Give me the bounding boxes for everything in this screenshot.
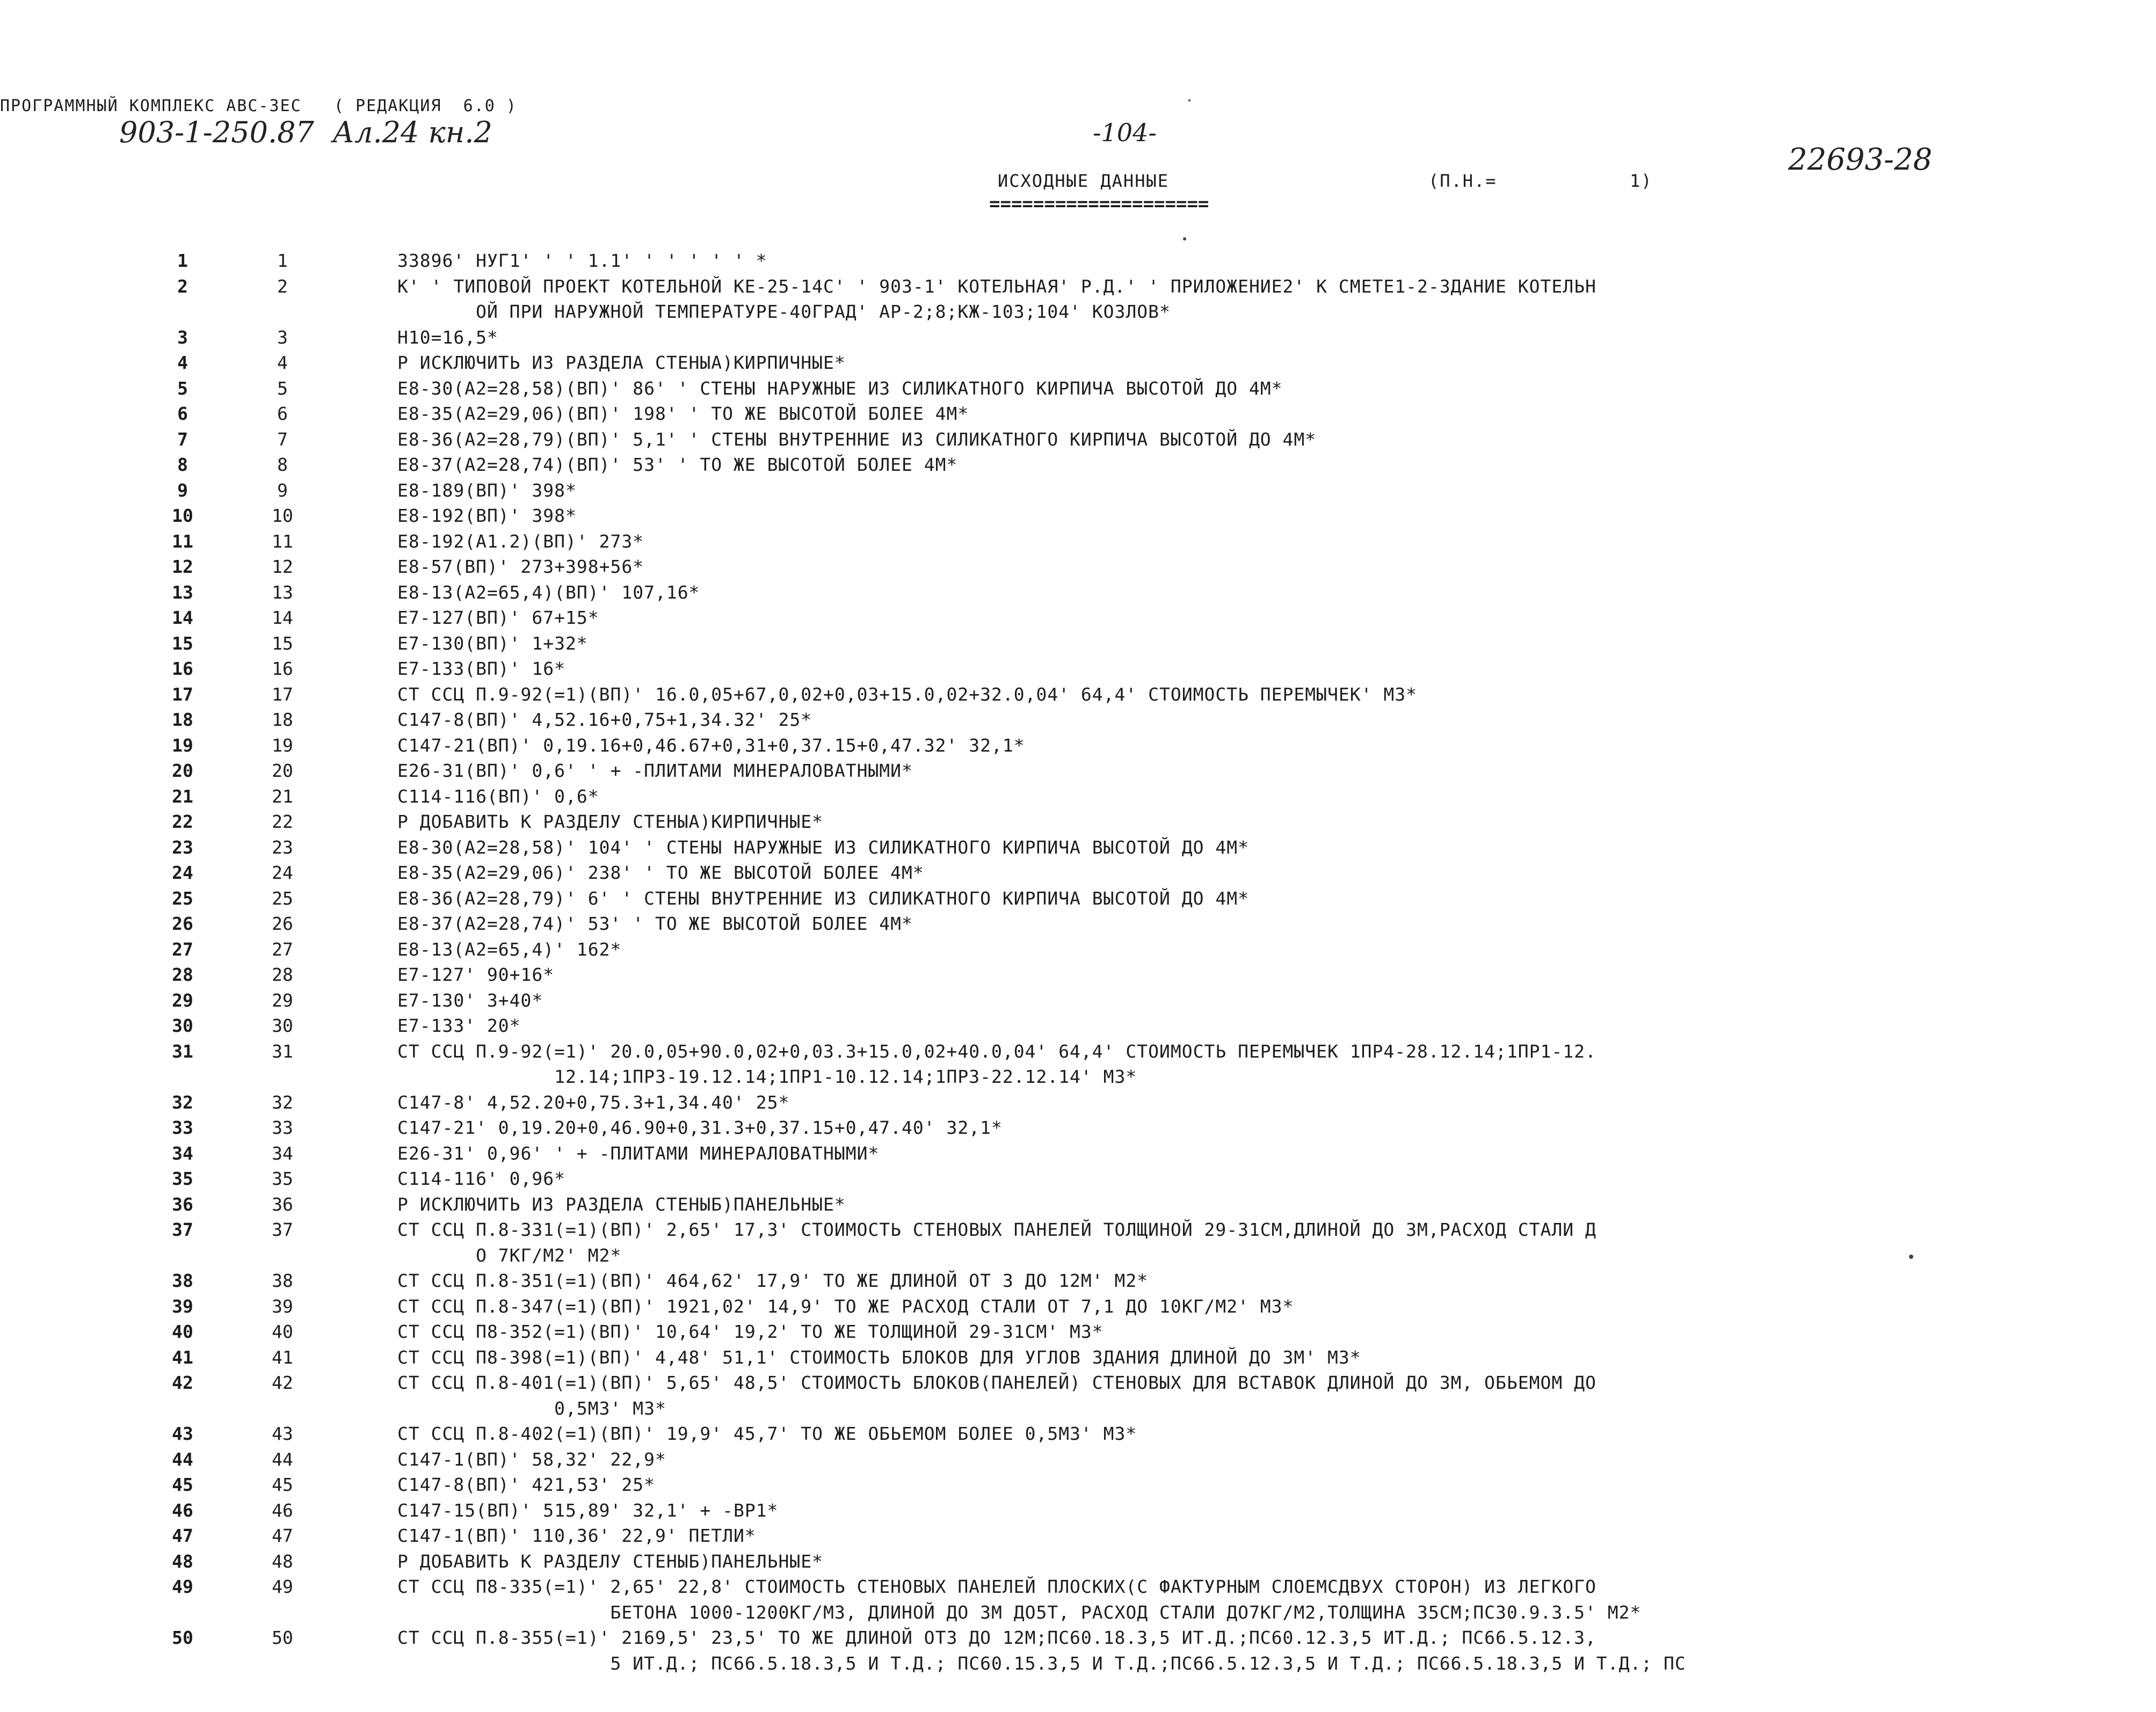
statement-number: 22 xyxy=(272,811,293,832)
statement-text: Е8-192(А1.2)(ВП)' 273* xyxy=(397,530,644,552)
statement-number: 7 xyxy=(277,428,288,450)
listing-line xyxy=(0,554,2156,580)
statement-text: К' ' ТИПОВОЙ ПРОЕКТ КОТЕЛЬНОЙ КЕ-25-14С' ' 903-1' КОТЕЛЬНАЯ' Р.Д.' ' ПРИЛОЖЕНИЕ2' К СМЕТЕ1-2-ЗДАНИЕ КОТЕЛЬН xyxy=(397,275,1596,297)
listing-line xyxy=(0,401,2156,427)
statement-text: СТ ССЦ П.8-331(=1)(ВП)' 2,65' 17,3' СТОИМОСТЬ СТЕНОВЫХ ПАНЕЛЕЙ ТОЛЩИНОЙ 29-31СМ,ДЛИНОЙ ДО 3М,РАСХОД СТАЛИ Д xyxy=(397,1219,1596,1240)
line-number: 16 xyxy=(172,658,193,679)
line-number: 47 xyxy=(172,1525,193,1546)
statement-text: СТ ССЦ П.8-355(=1)' 2169,5' 23,5' ТО ЖЕ ДЛИНОЙ ОТ3 ДО 12М;ПС60.18.3,5 ИТ.Д.;ПС60.12.3,5 ИТ.Д.; ПС66.5.12.3, xyxy=(397,1627,1596,1648)
statement-text: С147-15(ВП)' 515,89' 32,1' + -ВР1* xyxy=(397,1499,779,1521)
listing-line xyxy=(0,911,2156,937)
statement-number: 1 xyxy=(277,250,288,271)
statement-number: 15 xyxy=(272,632,293,654)
statement-text: Е8-36(А2=28,79)' 6' ' СТЕНЫ ВНУТРЕННИЕ ИЗ СИЛИКАТНОГО КИРПИЧА ВЫСОТОЙ ДО 4М* xyxy=(397,887,1249,909)
statement-number: 14 xyxy=(272,607,293,628)
line-number: 12 xyxy=(172,556,193,577)
statement-number: 45 xyxy=(272,1474,293,1495)
line-number: 30 xyxy=(172,1015,193,1036)
statement-text: Р ДОБАВИТЬ К РАЗДЕЛУ СТЕНЫА)КИРПИЧНЫЕ* xyxy=(397,811,823,832)
statement-text: Е8-30(А2=28,58)' 104' ' СТЕНЫ НАРУЖНЫЕ ИЗ СИЛИКАТНОГО КИРПИЧА ВЫСОТОЙ ДО 4М* xyxy=(397,836,1249,858)
line-number: 22 xyxy=(172,811,193,832)
listing-line xyxy=(0,682,2156,708)
listing-line xyxy=(0,656,2156,682)
statement-text: СТ ССЦ П.8-347(=1)(ВП)' 1921,02' 14,9' ТО ЖЕ РАСХОД СТАЛИ ОТ 7,1 ДО 10КГ/М2' М3* xyxy=(397,1295,1294,1317)
line-number: 5 xyxy=(177,377,188,399)
line-number: 29 xyxy=(172,989,193,1011)
statement-number: 37 xyxy=(272,1219,293,1240)
statement-number: 10 xyxy=(272,505,293,526)
section-title: ИСХОДНЫЕ ДАННЫЕ xyxy=(998,171,1169,191)
statement-number: 30 xyxy=(272,1015,293,1036)
statement-text: С147-1(ВП)' 58,32' 22,9* xyxy=(397,1448,666,1470)
line-number: 33 xyxy=(172,1117,193,1138)
listing-line xyxy=(0,1421,2156,1447)
statement-number: 46 xyxy=(272,1499,293,1521)
line-number: 19 xyxy=(172,734,193,756)
statement-number: 6 xyxy=(277,403,288,424)
listing-line xyxy=(0,452,2156,478)
statement-number: 4 xyxy=(277,352,288,373)
statement-text: Е8-37(А2=28,74)' 53' ' ТО ЖЕ ВЫСОТОЙ БОЛЕЕ 4М* xyxy=(397,913,913,934)
statement-number: 42 xyxy=(272,1372,293,1393)
listing-line xyxy=(0,350,2156,376)
statement-number: 44 xyxy=(272,1448,293,1470)
statement-number: 50 xyxy=(272,1627,293,1648)
statement-text: СТ ССЦ П8-352(=1)(ВП)' 10,64' 19,2' ТО ЖЕ ТОЛЩИНОЙ 29-31СМ' М3* xyxy=(397,1321,1104,1342)
line-number: 26 xyxy=(172,913,193,934)
line-number: 28 xyxy=(172,964,193,985)
listing-line xyxy=(0,529,2156,555)
statement-number: 38 xyxy=(272,1270,293,1291)
statement-number: 25 xyxy=(272,887,293,909)
line-number: 3 xyxy=(177,326,188,348)
statement-text: С147-8' 4,52.20+0,75.3+1,34.40' 25* xyxy=(397,1091,790,1113)
statement-number: 17 xyxy=(272,683,293,705)
line-number: 40 xyxy=(172,1321,193,1342)
listing-line xyxy=(0,886,2156,912)
statement-text: Е7-133(ВП)' 16* xyxy=(397,658,566,679)
statement-number: 49 xyxy=(272,1576,293,1597)
line-number: 7 xyxy=(177,428,188,450)
listing-line xyxy=(0,1345,2156,1371)
listing-line xyxy=(0,733,2156,759)
statement-number: 43 xyxy=(272,1423,293,1444)
line-number: 11 xyxy=(172,530,193,552)
statement-text: С147-8(ВП)' 421,53' 25* xyxy=(397,1474,655,1495)
line-number: 14 xyxy=(172,607,193,628)
statement-continuation: О 7КГ/М2' М2* xyxy=(397,1244,622,1266)
line-number: 18 xyxy=(172,709,193,730)
line-number: 48 xyxy=(172,1550,193,1572)
statement-text: 33896' НУГ1' ' ' 1.1' ' ' ' ' ' * xyxy=(397,250,767,271)
statement-text: Е7-133' 20* xyxy=(397,1015,521,1036)
statement-number: 23 xyxy=(272,836,293,858)
line-number: 32 xyxy=(172,1091,193,1113)
statement-number: 16 xyxy=(272,658,293,679)
listing-line xyxy=(0,1217,2156,1268)
statement-number: 31 xyxy=(272,1040,293,1062)
line-number: 8 xyxy=(177,454,188,475)
statement-number: 48 xyxy=(272,1550,293,1572)
document-number: 22693-28 xyxy=(1788,142,1933,177)
listing-line xyxy=(0,1370,2156,1421)
line-number: 15 xyxy=(172,632,193,654)
statement-number: 36 xyxy=(272,1193,293,1215)
statement-text: Е7-127(ВП)' 67+15* xyxy=(397,607,599,628)
statement-number: 24 xyxy=(272,862,293,883)
line-number: 37 xyxy=(172,1219,193,1240)
listing-line xyxy=(0,605,2156,631)
statement-text: Е7-127' 90+16* xyxy=(397,964,555,985)
line-number: 6 xyxy=(177,403,188,424)
statement-text: Е8-192(ВП)' 398* xyxy=(397,505,577,526)
listing-line xyxy=(0,1268,2156,1294)
statement-text: Е8-189(ВП)' 398* xyxy=(397,479,577,501)
scan-speck xyxy=(1909,1255,1913,1259)
line-number: 23 xyxy=(172,836,193,858)
listing-line xyxy=(0,274,2156,325)
pn-value: 1) xyxy=(1630,171,1653,191)
statement-text: СТ ССЦ П.8-401(=1)(ВП)' 5,65' 48,5' СТОИМОСТЬ БЛОКОВ(ПАНЕЛЕЙ) СТЕНОВЫХ ДЛЯ ВСТАВОК ДЛИНОЙ ДО 3М, ОБЬЕМОМ ДО xyxy=(397,1372,1596,1393)
line-number: 4 xyxy=(177,352,188,373)
statement-continuation: ОЙ ПРИ НАРУЖНОЙ ТЕМПЕРАТУРЕ-40ГРАД' АР-2;8;КЖ-103;104' КОЗЛОВ* xyxy=(397,301,1171,322)
line-number: 1 xyxy=(177,250,188,271)
line-number: 42 xyxy=(172,1372,193,1393)
statement-number: 28 xyxy=(272,964,293,985)
pn-label: (П.Н.= xyxy=(1428,171,1497,191)
statement-text: Е8-36(А2=28,79)(ВП)' 5,1' ' СТЕНЫ ВНУТРЕННИЕ ИЗ СИЛИКАТНОГО КИРПИЧА ВЫСОТОЙ ДО 4М* xyxy=(397,428,1317,450)
listing-line xyxy=(0,758,2156,784)
statement-text: С114-116(ВП)' 0,6* xyxy=(397,785,599,807)
line-number: 39 xyxy=(172,1295,193,1317)
statement-number: 11 xyxy=(272,530,293,552)
line-number: 35 xyxy=(172,1168,193,1189)
statement-text: С147-21' 0,19.20+0,46.90+0,31.3+0,37.15+0,47.40' 32,1* xyxy=(397,1117,1003,1138)
listing-line xyxy=(0,1523,2156,1549)
listing-line xyxy=(0,809,2156,835)
statement-text: СТ ССЦ П.9-92(=1)(ВП)' 16.0,05+67,0,02+0,03+15.0,02+32.0,04' 64,4' СТОИМОСТЬ ПЕРЕМЫЧЕК' М3* xyxy=(397,683,1417,705)
listing-line xyxy=(0,1319,2156,1345)
listing-line xyxy=(0,784,2156,810)
line-number: 44 xyxy=(172,1448,193,1470)
statement-number: 32 xyxy=(272,1091,293,1113)
statement-number: 35 xyxy=(272,1168,293,1189)
statement-text: С147-1(ВП)' 110,36' 22,9' ПЕТЛИ* xyxy=(397,1525,756,1546)
statement-number: 40 xyxy=(272,1321,293,1342)
line-number: 2 xyxy=(177,275,188,297)
statement-number: 21 xyxy=(272,785,293,807)
statement-text: С147-21(ВП)' 0,19.16+0,46.67+0,31+0,37.15+0,47.32' 32,1* xyxy=(397,734,1025,756)
listing-line xyxy=(0,248,2156,274)
statement-number: 27 xyxy=(272,938,293,960)
statement-text: СТ ССЦ П8-335(=1)' 2,65' 22,8' СТОИМОСТЬ СТЕНОВЫХ ПАНЕЛЕЙ ПЛОСКИХ(С ФАКТУРНЫМ СЛОЕМСДВУХ СТОРОН) ИЗ ЛЕГКОГО xyxy=(397,1576,1596,1597)
statement-continuation: БЕТОНА 1000-1200КГ/М3, ДЛИНОЙ ДО 3М ДО5Т, РАСХОД СТАЛИ ДО7КГ/М2,ТОЛЩИНА 35СМ;ПС30.9.3.5' М2* xyxy=(397,1601,1642,1623)
statement-text: Е8-13(А2=65,4)' 162* xyxy=(397,938,622,960)
listing-line xyxy=(0,937,2156,963)
listing-line xyxy=(0,1166,2156,1192)
statement-text: СТ ССЦ П.8-402(=1)(ВП)' 19,9' 45,7' ТО ЖЕ ОБЬЕМОМ БОЛЕЕ 0,5М3' М3* xyxy=(397,1423,1137,1444)
handwritten-reference: 903-1-250.87 Ал.24 кн.2 xyxy=(119,115,492,149)
statement-text: СТ ССЦ П.8-351(=1)(ВП)' 464,62' 17,9' ТО ЖЕ ДЛИНОЙ ОТ 3 ДО 12М' М2* xyxy=(397,1270,1149,1291)
statement-text: С147-8(ВП)' 4,52.16+0,75+1,34.32' 25* xyxy=(397,709,812,730)
line-number: 45 xyxy=(172,1474,193,1495)
line-number: 41 xyxy=(172,1346,193,1368)
statement-number: 18 xyxy=(272,709,293,730)
listing-line xyxy=(0,1013,2156,1039)
statement-number: 26 xyxy=(272,913,293,934)
statement-continuation: 0,5М3' М3* xyxy=(397,1397,666,1419)
line-number: 20 xyxy=(172,760,193,781)
statement-number: 47 xyxy=(272,1525,293,1546)
statement-text: Р ДОБАВИТЬ К РАЗДЕЛУ СТЕНЫБ)ПАНЕЛЬНЫЕ* xyxy=(397,1550,823,1572)
line-number: 10 xyxy=(172,505,193,526)
statement-continuation: 5 ИТ.Д.; ПС66.5.18.3,5 И Т.Д.; ПС60.15.3,5 И Т.Д.;ПС66.5.12.3,5 И Т.Д.; ПС66.5.18.3,5 И Т.Д.; ПС xyxy=(397,1652,1686,1674)
statement-number: 2 xyxy=(277,275,288,297)
statement-number: 41 xyxy=(272,1346,293,1368)
statement-text: Е8-13(А2=65,4)(ВП)' 107,16* xyxy=(397,581,700,603)
statement-text: Р ИСКЛЮЧИТЬ ИЗ РАЗДЕЛА СТЕНЫА)КИРПИЧНЫЕ* xyxy=(397,352,846,373)
listing-line xyxy=(0,427,2156,453)
line-number: 36 xyxy=(172,1193,193,1215)
line-number: 13 xyxy=(172,581,193,603)
listing-line xyxy=(0,1574,2156,1625)
line-number: 34 xyxy=(172,1142,193,1164)
listing-line xyxy=(0,1549,2156,1575)
line-number: 21 xyxy=(172,785,193,807)
statement-text: СТ ССЦ П8-398(=1)(ВП)' 4,48' 51,1' СТОИМОСТЬ БЛОКОВ ДЛЯ УГЛОВ ЗДАНИЯ ДЛИНОЙ ДО 3М' М3* xyxy=(397,1346,1361,1368)
statement-number: 29 xyxy=(272,989,293,1011)
statement-number: 3 xyxy=(277,326,288,348)
scan-speck xyxy=(1183,237,1186,241)
line-number: 38 xyxy=(172,1270,193,1291)
line-number: 17 xyxy=(172,683,193,705)
statement-text: Е8-30(А2=28,58)(ВП)' 86' ' СТЕНЫ НАРУЖНЫЕ ИЗ СИЛИКАТНОГО КИРПИЧА ВЫСОТОЙ ДО 4М* xyxy=(397,377,1283,399)
line-number: 43 xyxy=(172,1423,193,1444)
statement-number: 5 xyxy=(277,377,288,399)
line-number: 27 xyxy=(172,938,193,960)
listing-line xyxy=(0,1090,2156,1116)
listing-line xyxy=(0,860,2156,886)
listing-line xyxy=(0,707,2156,733)
program-header: ПРОГРАММНЫЙ КОМПЛЕКС АВС-3ЕС ( РЕДАКЦИЯ 6.0 ) xyxy=(0,97,517,115)
statement-number: 34 xyxy=(272,1142,293,1164)
statement-number: 39 xyxy=(272,1295,293,1317)
line-number: 24 xyxy=(172,862,193,883)
statement-text: Р ИСКЛЮЧИТЬ ИЗ РАЗДЕЛА СТЕНЫБ)ПАНЕЛЬНЫЕ* xyxy=(397,1193,846,1215)
statement-number: 13 xyxy=(272,581,293,603)
listing-line xyxy=(0,1141,2156,1167)
listing-line xyxy=(0,376,2156,402)
statement-text: Е8-35(А2=29,06)(ВП)' 198' ' ТО ЖЕ ВЫСОТОЙ БОЛЕЕ 4М* xyxy=(397,403,969,424)
statement-text: Е8-35(А2=29,06)' 238' ' ТО ЖЕ ВЫСОТОЙ БОЛЕЕ 4М* xyxy=(397,862,924,883)
statement-text: Н10=16,5* xyxy=(397,326,498,348)
statement-continuation: 12.14;1ПР3-19.12.14;1ПР1-10.12.14;1ПР3-22.12.14' М3* xyxy=(397,1066,1137,1087)
line-number: 46 xyxy=(172,1499,193,1521)
listing-line xyxy=(0,1447,2156,1473)
listing-line xyxy=(0,1498,2156,1524)
listing-line xyxy=(0,580,2156,606)
listing-line xyxy=(0,631,2156,657)
statement-text: С114-116' 0,96* xyxy=(397,1168,566,1189)
statement-text: СТ ССЦ П.9-92(=1)' 20.0,05+90.0,02+0,03.3+15.0,02+40.0,04' 64,4' СТОИМОСТЬ ПЕРЕМЫЧЕК 1ПР4-28.12.14;1ПР1-12. xyxy=(397,1040,1596,1062)
listing-line xyxy=(0,503,2156,529)
listing-line xyxy=(0,1115,2156,1141)
line-number: 9 xyxy=(177,479,188,501)
line-number: 50 xyxy=(172,1627,193,1648)
statement-text: Е26-31' 0,96' ' + -ПЛИТАМИ МИНЕРАЛОВАТНЫМИ* xyxy=(397,1142,880,1164)
line-number: 49 xyxy=(172,1576,193,1597)
listing-line xyxy=(0,835,2156,861)
listing-line xyxy=(0,325,2156,351)
statement-number: 9 xyxy=(277,479,288,501)
listing-line xyxy=(0,1472,2156,1498)
statement-number: 33 xyxy=(272,1117,293,1138)
statement-number: 20 xyxy=(272,760,293,781)
statement-number: 19 xyxy=(272,734,293,756)
statement-text: Е7-130' 3+40* xyxy=(397,989,543,1011)
statement-text: Е7-130(ВП)' 1+32* xyxy=(397,632,588,654)
line-number: 25 xyxy=(172,887,193,909)
listing-line xyxy=(0,1192,2156,1218)
statement-number: 12 xyxy=(272,556,293,577)
listing-line xyxy=(0,988,2156,1014)
listing-line xyxy=(0,1294,2156,1320)
listing-line xyxy=(0,478,2156,504)
page-number: -104- xyxy=(1093,118,1157,147)
section-title-underline: ==================== xyxy=(989,193,1209,215)
listing-line xyxy=(0,1039,2156,1090)
line-number: 31 xyxy=(172,1040,193,1062)
statement-text: Е26-31(ВП)' 0,6' ' + -ПЛИТАМИ МИНЕРАЛОВАТНЫМИ* xyxy=(397,760,913,781)
listing-line xyxy=(0,962,2156,988)
statement-text: Е8-57(ВП)' 273+398+56* xyxy=(397,556,644,577)
scan-speck xyxy=(1188,99,1190,101)
statement-number: 8 xyxy=(277,454,288,475)
input-data-listing xyxy=(0,248,2156,1676)
statement-text: Е8-37(А2=28,74)(ВП)' 53' ' ТО ЖЕ ВЫСОТОЙ БОЛЕЕ 4М* xyxy=(397,454,958,475)
listing-line xyxy=(0,1625,2156,1676)
